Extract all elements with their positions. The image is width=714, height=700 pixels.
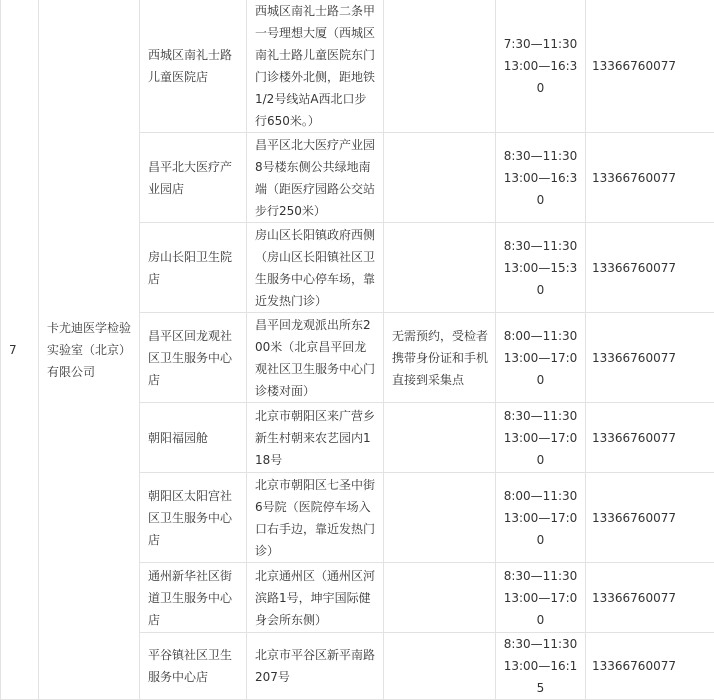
requirement-blank	[384, 563, 496, 633]
site-phone: 13366760077	[586, 313, 714, 403]
site-phone: 13366760077	[586, 0, 714, 133]
site-address: 昌平回龙观派出所东200米（北京昌平回龙观社区卫生服务中心门诊楼对面）	[247, 313, 384, 403]
site-phone: 13366760077	[586, 563, 714, 633]
site-address: 北京市平谷区新平南路207号	[247, 633, 384, 700]
site-hours: 7:30—11:30 13:00—16:30	[496, 0, 586, 133]
site-name: 通州新华社区街道卫生服务中心店	[140, 563, 247, 633]
requirement-blank	[384, 403, 496, 473]
site-name: 西城区南礼士路儿童医院店	[140, 0, 247, 133]
requirement-blank	[384, 633, 496, 700]
site-name: 朝阳福园舱	[140, 403, 247, 473]
site-address: 房山区长阳镇政府西侧（房山区长阳镇社区卫生服务中心停车场，靠近发热门诊）	[247, 223, 384, 313]
requirement-blank	[384, 473, 496, 563]
site-name: 昌平区回龙观社区卫生服务中心店	[140, 313, 247, 403]
requirement-blank	[384, 133, 496, 223]
site-phone: 13366760077	[586, 223, 714, 313]
site-hours: 8:00—11:30 13:00—17:00	[496, 313, 586, 403]
site-phone: 13366760077	[586, 633, 714, 700]
site-phone: 13366760077	[586, 473, 714, 563]
site-address: 北京市朝阳区来广营乡新生村朝来农艺园内118号	[247, 403, 384, 473]
site-phone: 13366760077	[586, 403, 714, 473]
site-hours: 8:00—11:30 13:00—17:00	[496, 473, 586, 563]
requirement-blank	[384, 223, 496, 313]
organization-name: 卡尤迪医学检验实验室（北京）有限公司	[39, 0, 140, 700]
site-phone: 13366760077	[586, 133, 714, 223]
site-address: 北京市朝阳区七圣中街6号院（医院停车场入口右手边，靠近发热门诊）	[247, 473, 384, 563]
site-hours: 8:30—11:30 13:00—15:30	[496, 223, 586, 313]
site-hours: 8:30—11:30 13:00—17:00	[496, 403, 586, 473]
site-address: 西城区南礼士路二条甲一号理想大厦（西城区南礼士路儿童医院东门门诊楼外北侧，距地铁1/2号线站A西北口步行650米。）	[247, 0, 384, 133]
site-name: 朝阳区太阳宫社区卫生服务中心店	[140, 473, 247, 563]
requirement-blank	[384, 0, 496, 133]
site-name: 房山长阳卫生院店	[140, 223, 247, 313]
site-hours: 8:30—11:30 13:00—16:30	[496, 133, 586, 223]
site-hours: 8:30—11:30 13:00—17:00	[496, 563, 586, 633]
site-name: 昌平北大医疗产业园店	[140, 133, 247, 223]
table-row	[1, 0, 714, 133]
site-hours: 8:30—11:30 13:00—16:15	[496, 633, 586, 700]
requirement-text: 无需预约，受检者携带身份证和手机直接到采集点	[384, 313, 496, 403]
site-address: 北京通州区（通州区河滨路1号，坤宇国际健身会所东侧）	[247, 563, 384, 633]
row-index: 7	[1, 0, 39, 700]
site-name: 平谷镇社区卫生服务中心店	[140, 633, 247, 700]
site-address: 昌平区北大医疗产业园8号楼东侧公共绿地南端（距医疗园路公交站步行250米）	[247, 133, 384, 223]
